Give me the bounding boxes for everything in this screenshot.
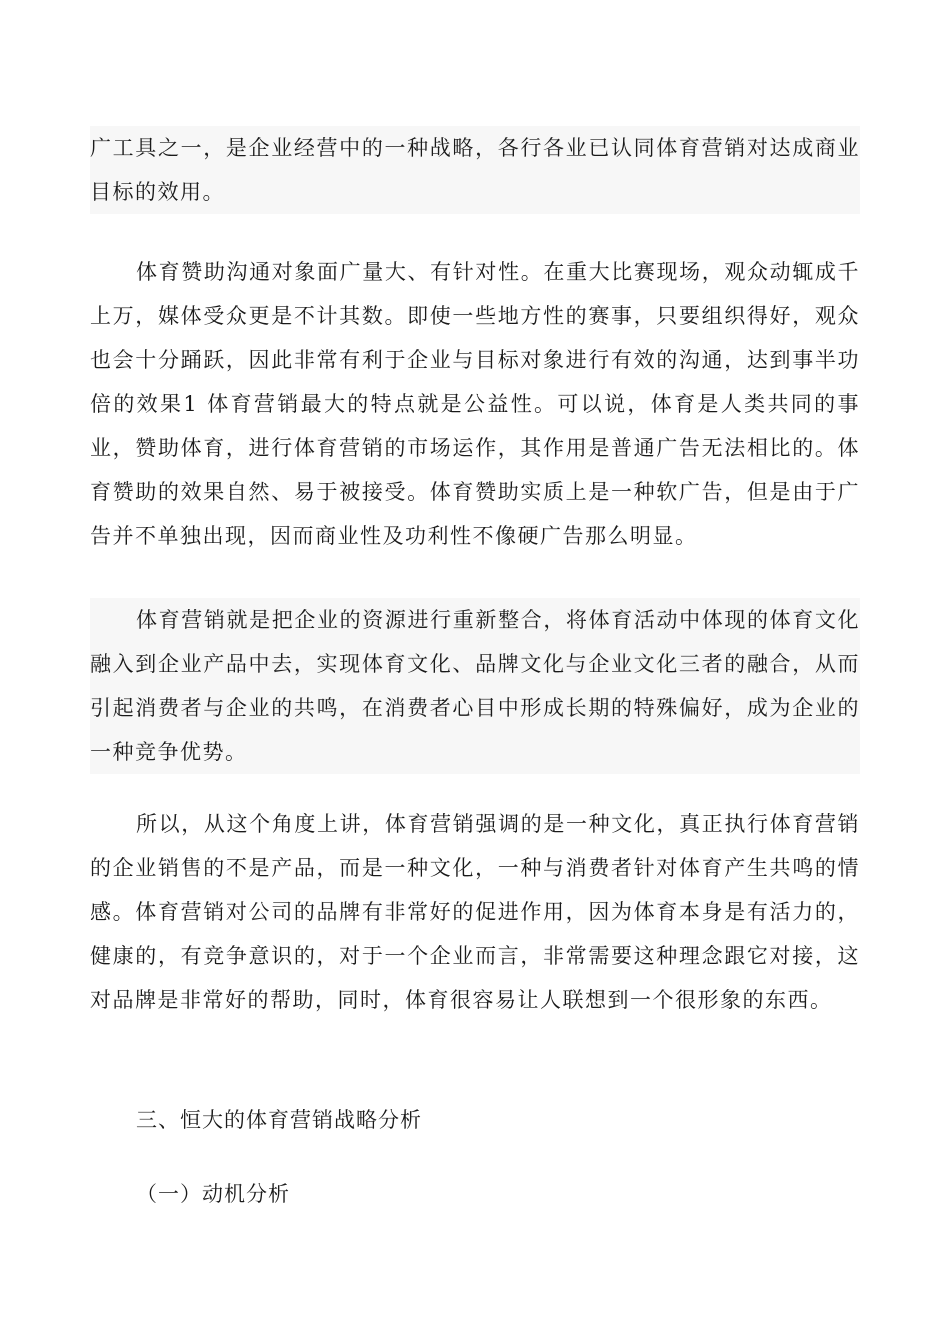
paragraph-integration: 体育营销就是把企业的资源进行重新整合，将体育活动中体现的体育文化融入到企业产品中去，实现体育文化、品牌文化与企业文化三者的融合，从而引起消费者与企业的共鸣，在消费者心目中形成长期的特殊偏好，成为企业的一种竞争优势。 <box>90 598 860 774</box>
section-heading: 三、恒大的体育营销战略分析 <box>136 1108 422 1132</box>
paragraph-culture: 所以，从这个角度上讲，体育营销强调的是一种文化，真正执行体育营销的企业销售的不是产品，而是一种文化，一种与消费者针对体育产生共鸣的情感。体育营销对公司的品牌有非常好的促进作用，因为体育本身是有活力的，健康的，有竞争意识的，对于一个企业而言，非常需要这种理念跟它对接，这对品牌是非常好的帮助，同时，体育很容易让人联想到一个很形象的东西。 <box>90 812 860 1012</box>
subsection-heading: （一）动机分析 <box>136 1182 290 1206</box>
paragraph-sponsorship: 体育赞助沟通对象面广量大、有针对性。在重大比赛现场，观众动辄成千上万，媒体受众更是不计其数。即使一些地方性的赛事，只要组织得好，观众也会十分踊跃，因此非常有利于企业与目标对象进行有效的沟通，达到事半功倍的效果1 体育营销最大的特点就是公益性。可以说，体育是人类共同的事业，赞助体育，进行体育营销的市场运作，其作用是普通广告无法相比的。体育赞助的效果自然、易于被接受。体育赞助实质上是一种软广告，但是由于广告并不单独出现，因而商业性及功利性不像硬广告那么明显。 <box>90 260 860 548</box>
paragraph-continuation: 广工具之一，是企业经营中的一种战略，各行各业已认同体育营销对达成商业目标的效用。 <box>90 126 860 214</box>
